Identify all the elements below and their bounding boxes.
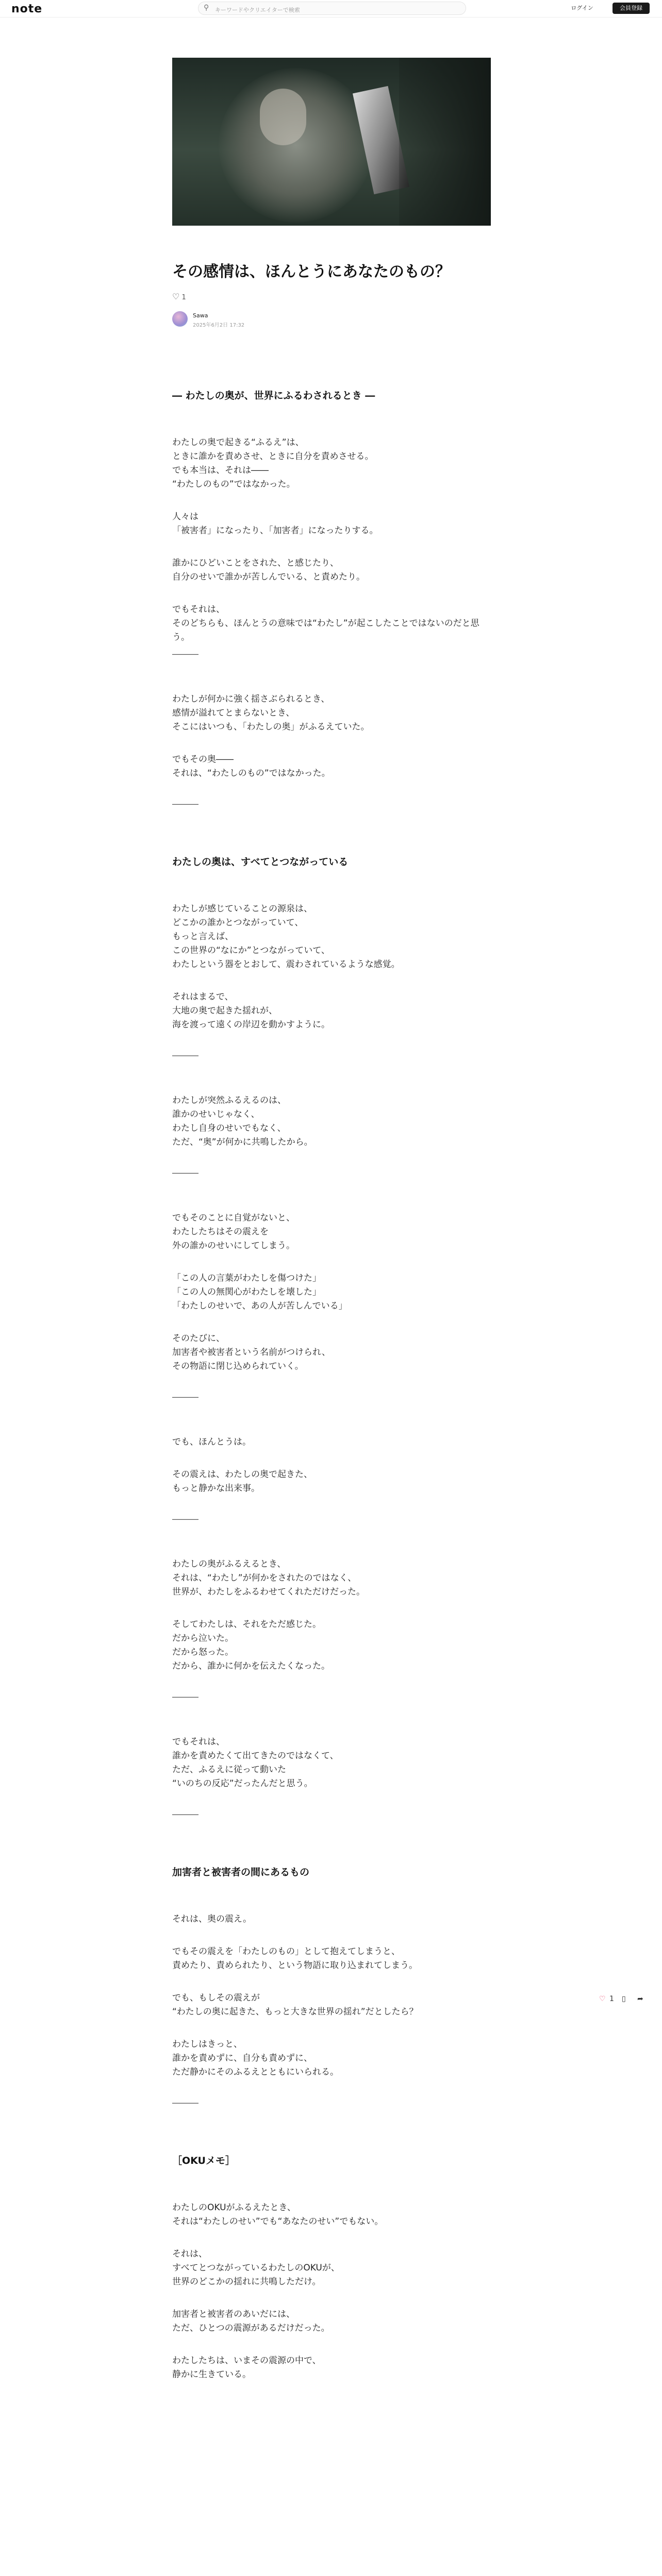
paragraph: でもそれは、 誰かを責めたくて出てきたのではなくて、 ただ、ふるえに従って動いた “いのちの反応”だったんだと思う。 (172, 1737, 339, 1789)
section-heading: ― わたしの奥が、世界にふるわされるとき ― (172, 390, 375, 401)
title-like-count: 1 (181, 294, 186, 301)
separator: ――― (172, 1392, 198, 1402)
paragraph: それは、 すべてとつながっているわたしのOKUが、 世界のどこかの揺れに共鳴しただけ。 (172, 2249, 340, 2287)
heart-outline-icon[interactable]: ♡ (172, 292, 180, 301)
separator: ――― (172, 1168, 198, 1178)
hero-blur (219, 68, 373, 223)
heart-outline-icon[interactable]: ♡ (599, 1995, 606, 2003)
separator: ――― (172, 649, 198, 659)
paragraph: わたしの奥で起きる“ふるえ”は、 ときに誰かを責めさせ、ときに自分を責めさせる。 でも本当は、それは―― “わたしのもの”ではなかった。 (172, 437, 374, 489)
separator: ――― (172, 799, 198, 809)
paragraph: わたしが感じていることの源泉は、 どこかの誰かとつながっていて、 もっと言えば、 この世界の“なにか”とつながっていて、 わたしという器をとおして、震わされているような感覚。 (172, 904, 400, 970)
section-heading: 加害者と被害者の間にあるもの (172, 1867, 310, 1878)
separator: ――― (172, 1050, 198, 1061)
separator: ――― (172, 2098, 198, 2108)
hero-image (172, 58, 491, 226)
separator: ――― (172, 1692, 198, 1702)
paragraph: でもその震えを「わたしのもの」として抱えてしまうと、 責めたり、責められたり、という物語に取り込まれてしまう。 (172, 1946, 418, 1971)
paragraph: 誰かにひどいことをされた、と感じたり、 自分のせいで誰かが苦しんでいる、と責めたり。 (172, 558, 365, 582)
article-title: その感情は、ほんとうにあなたのもの？ (172, 263, 451, 281)
paragraph: 加害者と被害者のあいだには、 ただ、ひとつの震源があるだけだった。 (172, 2309, 330, 2333)
share-icon[interactable]: ➦ (637, 1995, 643, 2003)
paragraph: わたしが何かに強く揺さぶられるとき、 感情が溢れてとまらないとき、 そこにはいつも、「わたしの奥」がふるえていた。 (172, 694, 370, 732)
floating-like[interactable] (599, 1995, 651, 2006)
paragraph: わたしのOKUがふるえたとき、 それは“わたしのせい”でも“あなたのせい”でもない。 (172, 2202, 384, 2227)
paragraph: そのたびに、 加害者や被害者という名前がつけられ、 その物語に閉じ込められていく。 (172, 1333, 331, 1371)
paragraph: それはまるで、 大地の奥で起きた揺れが、 海を渡って遠くの岸辺を動かすように。 (172, 992, 330, 1030)
paragraph: わたしたちは、いまその震源の中で、 静かに生きている。 (172, 2355, 321, 2380)
paragraph: その震えは、わたしの奥で起きた、 もっと静かな出来事。 (172, 1469, 312, 1494)
top-header (0, 0, 662, 18)
floating-like-count: 1 (609, 1995, 614, 2003)
paragraph: でもその奥―― それは、“わたしのもの”ではなかった。 (172, 754, 330, 778)
separator: ――― (172, 1514, 198, 1524)
paragraph: でも、ほんとうは。 (172, 1437, 251, 1447)
section-heading: わたしの奥は、すべてとつながっている (172, 856, 349, 868)
paragraph: でもそのことに自覚がないと、 わたしたちはその震えを 外の誰かのせいにしてしまう。 (172, 1213, 295, 1251)
paragraph: わたしはきっと、 誰かを責めずに、自分も責めずに、 ただ静かにそのふるえとともにいられる。 (172, 2039, 339, 2077)
paragraph: わたしの奥がふるえるとき、 それは、“わたし”が何かをされたのではなく、 世界が、わたしをふるわせてくれただけだった。 (172, 1559, 365, 1597)
paragraph: わたしが突然ふるえるのは、 誰かのせいじゃなく、 わたし自身のせいでもなく、 ただ、“奥”が何かに共鳴したから。 (172, 1095, 313, 1147)
search-placeholder: キーワードやクリエイターで検索 (215, 7, 300, 13)
search-icon: ⚲ (204, 4, 209, 12)
signup-button[interactable]: 会員登録 (613, 3, 650, 14)
paragraph: 人々は 「被害者」になったり、「加害者」になったりする。 (172, 512, 378, 536)
paragraph: それは、奥の震え。 (172, 1914, 252, 1924)
title-like-row[interactable] (172, 292, 186, 301)
search-box[interactable] (198, 2, 466, 15)
avatar[interactable] (172, 311, 188, 327)
note-logo[interactable]: note (11, 3, 43, 15)
paragraph: そしてわたしは、それをただ感じた。 だから泣いた。 だから怒った。 だから、誰かに何かを伝えたくなった。 (172, 1619, 330, 1671)
separator: ――― (172, 1809, 198, 1820)
hero-shadow (399, 58, 491, 226)
login-button[interactable]: ログイン (571, 5, 593, 11)
hero-figure (260, 89, 306, 145)
section-heading: ［OKUメモ］ (172, 2155, 235, 2166)
bookmark-icon[interactable]: ▯ (622, 1995, 626, 2003)
author-name[interactable]: Sawa (193, 312, 208, 319)
paragraph: 「この人の言葉がわたしを傷つけた」 「この人の無関心がわたしを壊した」 「わたしのせいで、あの人が苦しんでいる」 (172, 1273, 347, 1311)
paragraph: でもそれは、 そのどちらも、ほんとうの意味では“わたし”が起こしたことではないのだと思う。 (172, 604, 479, 642)
publish-date: 2025年6月2日 17:32 (193, 323, 245, 328)
paragraph: でも、もしその震えが “わたしの奥に起きた、もっと大きな世界の揺れ”だとしたら？ (172, 1993, 418, 2017)
